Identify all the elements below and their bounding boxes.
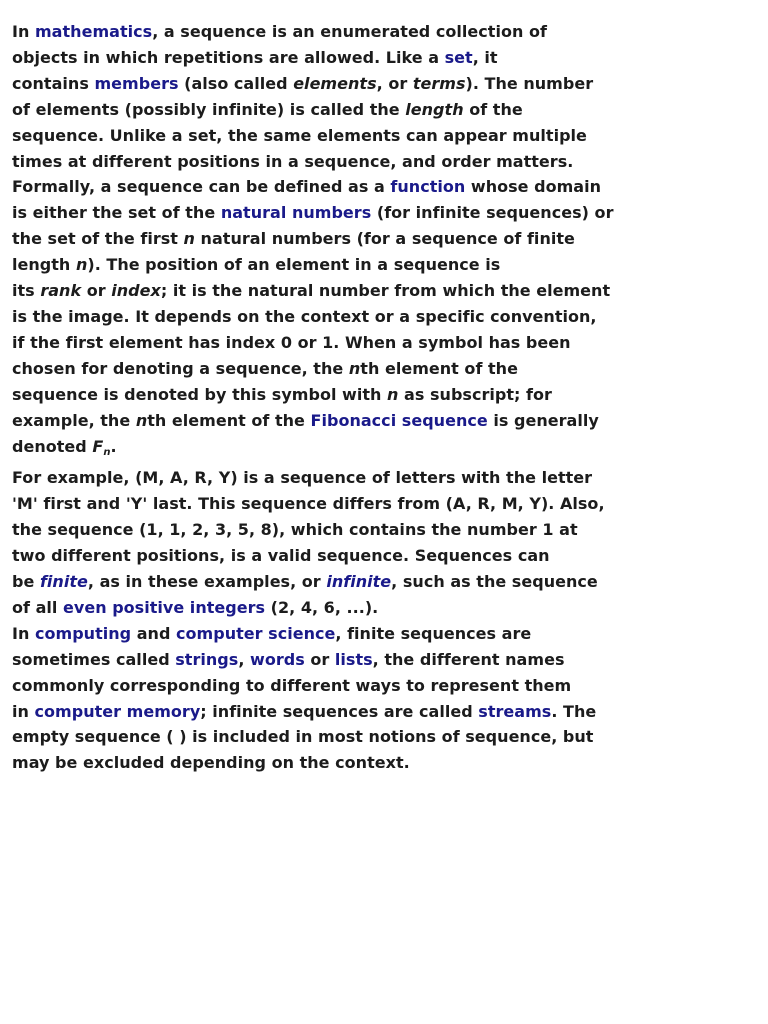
term-index: index bbox=[111, 281, 161, 301]
text-run: , finite sequences are bbox=[335, 623, 532, 643]
article-body bbox=[12, 19, 758, 776]
text-run: length bbox=[12, 255, 76, 275]
text-run: , bbox=[238, 649, 251, 669]
term-rank: rank bbox=[40, 281, 82, 301]
text-run: sometimes called bbox=[12, 649, 176, 669]
link-infinite[interactable]: infinite bbox=[326, 572, 392, 592]
link-lists[interactable]: lists bbox=[334, 649, 373, 669]
text-run: sequence is denoted by this symbol with bbox=[12, 384, 388, 404]
text-line bbox=[12, 278, 758, 304]
text-run: (for infinite sequences) or bbox=[371, 203, 614, 223]
text-run: of all bbox=[12, 597, 63, 617]
text-line: 'M' first and 'Y' last. This sequence differs from (A, R, M, Y). Also, bbox=[12, 494, 605, 514]
math-variable-n: n bbox=[135, 410, 148, 430]
text-line: sequence. Unlike a set, the same elements can appear multiple bbox=[12, 125, 587, 145]
link-natural-numbers[interactable]: natural numbers bbox=[220, 203, 372, 223]
text-run: be bbox=[12, 572, 40, 592]
text-run: , such as the sequence bbox=[391, 572, 598, 592]
text-run: ). The position of an element in a sequence is bbox=[87, 255, 501, 275]
text-line: two different positions, is a valid sequence. Sequences can bbox=[12, 546, 550, 566]
text-line: For example, (M, A, R, Y) is a sequence of letters with the letter bbox=[12, 468, 593, 488]
text-run: contains bbox=[12, 73, 95, 93]
text-run: In bbox=[12, 22, 35, 41]
math-variable-n: n bbox=[348, 358, 361, 378]
term-elements: elements bbox=[293, 73, 377, 93]
link-streams[interactable]: streams bbox=[478, 701, 552, 721]
math-subscript-n: n bbox=[103, 446, 111, 458]
math-variable-f: F bbox=[92, 436, 104, 456]
link-fibonacci-sequence[interactable]: Fibonacci sequence bbox=[310, 410, 488, 430]
text-line bbox=[12, 408, 758, 434]
text-line bbox=[12, 200, 758, 226]
text-run: is either the set of the bbox=[12, 203, 221, 223]
paragraph-definition bbox=[12, 19, 758, 459]
link-set[interactable]: set bbox=[444, 47, 473, 67]
text-line bbox=[12, 97, 758, 123]
text-line bbox=[12, 434, 758, 460]
text-run: denoted bbox=[12, 436, 93, 456]
text-run: in bbox=[12, 701, 35, 721]
text-run: . The bbox=[551, 701, 597, 721]
text-line bbox=[12, 647, 758, 673]
text-run: and bbox=[131, 623, 177, 643]
text-run: or bbox=[304, 649, 335, 669]
text-line bbox=[12, 252, 758, 278]
text-run: th element of the bbox=[360, 358, 518, 378]
text-run: ; infinite sequences are called bbox=[200, 701, 479, 721]
text-line bbox=[12, 356, 758, 382]
link-members[interactable]: members bbox=[94, 73, 179, 93]
text-line: the sequence (1, 1, 2, 3, 5, 8), which contains the number 1 at bbox=[12, 520, 578, 540]
link-computer-science[interactable]: computer science bbox=[176, 623, 336, 643]
math-variable-n: n bbox=[387, 384, 399, 404]
text-line: is the image. It depends on the context or a specific convention, bbox=[12, 306, 597, 326]
paragraph-examples bbox=[12, 465, 758, 620]
text-run: its bbox=[12, 281, 41, 301]
text-run: Formally, a sequence can be defined as a bbox=[12, 177, 391, 197]
text-run: ; it is the natural number from which the element bbox=[160, 281, 611, 301]
link-function[interactable]: function bbox=[390, 177, 466, 197]
text-run: chosen for denoting a sequence, the bbox=[12, 358, 349, 378]
text-run: or bbox=[81, 281, 112, 301]
text-run: of elements (possibly infinite) is called the bbox=[12, 99, 406, 119]
text-run: example, the bbox=[12, 410, 136, 430]
text-line bbox=[12, 226, 758, 252]
text-run: , a sequence is an enumerated collection of bbox=[152, 22, 547, 41]
text-line bbox=[12, 382, 758, 408]
text-run: , the different names bbox=[372, 649, 565, 669]
text-line bbox=[12, 45, 758, 71]
text-run: th element of the bbox=[147, 410, 311, 430]
text-line bbox=[12, 19, 758, 45]
text-run: whose domain bbox=[465, 177, 602, 197]
text-line bbox=[12, 699, 758, 725]
link-mathematics[interactable]: mathematics bbox=[34, 22, 153, 41]
text-line bbox=[12, 71, 758, 97]
text-run: is generally bbox=[487, 410, 599, 430]
text-run: natural numbers (for a sequence of finite bbox=[194, 229, 575, 249]
text-run: of the bbox=[463, 99, 523, 119]
text-run: , it bbox=[472, 47, 498, 67]
text-line: may be excluded depending on the context. bbox=[12, 753, 410, 773]
link-computer-memory[interactable]: computer memory bbox=[34, 701, 201, 721]
link-words[interactable]: words bbox=[250, 649, 305, 669]
text-run: objects in which repetitions are allowed. Like a bbox=[12, 47, 445, 67]
paragraph-computing bbox=[12, 621, 758, 776]
link-strings[interactable]: strings bbox=[175, 649, 239, 669]
link-finite[interactable]: finite bbox=[39, 572, 88, 592]
text-run: . bbox=[110, 436, 117, 456]
text-run: (2, 4, 6, ...). bbox=[265, 597, 379, 617]
text-run: the set of the first bbox=[12, 229, 184, 249]
term-length: length bbox=[405, 99, 464, 119]
math-variable-n: n bbox=[75, 255, 88, 275]
text-line: if the first element has index 0 or 1. When a symbol has been bbox=[12, 332, 571, 352]
text-run: In bbox=[12, 623, 35, 643]
text-line bbox=[12, 595, 758, 621]
math-variable-n: n bbox=[183, 229, 195, 249]
text-run: , or bbox=[376, 73, 413, 93]
text-line: empty sequence ( ) is included in most notions of sequence, but bbox=[12, 727, 594, 747]
text-run: ). The number bbox=[465, 73, 594, 93]
text-run: as subscript; for bbox=[398, 384, 552, 404]
text-run: (also called bbox=[178, 73, 294, 93]
text-line bbox=[12, 569, 758, 595]
term-terms: terms bbox=[412, 73, 466, 93]
text-line: commonly corresponding to different ways to represent them bbox=[12, 675, 572, 695]
text-line: times at different positions in a sequence, and order matters. bbox=[12, 151, 574, 171]
text-line bbox=[12, 174, 758, 200]
text-run: , as in these examples, or bbox=[87, 572, 327, 592]
text-line bbox=[12, 621, 758, 647]
link-even-positive-integers[interactable]: even positive integers bbox=[63, 597, 266, 617]
link-computing[interactable]: computing bbox=[34, 623, 132, 643]
